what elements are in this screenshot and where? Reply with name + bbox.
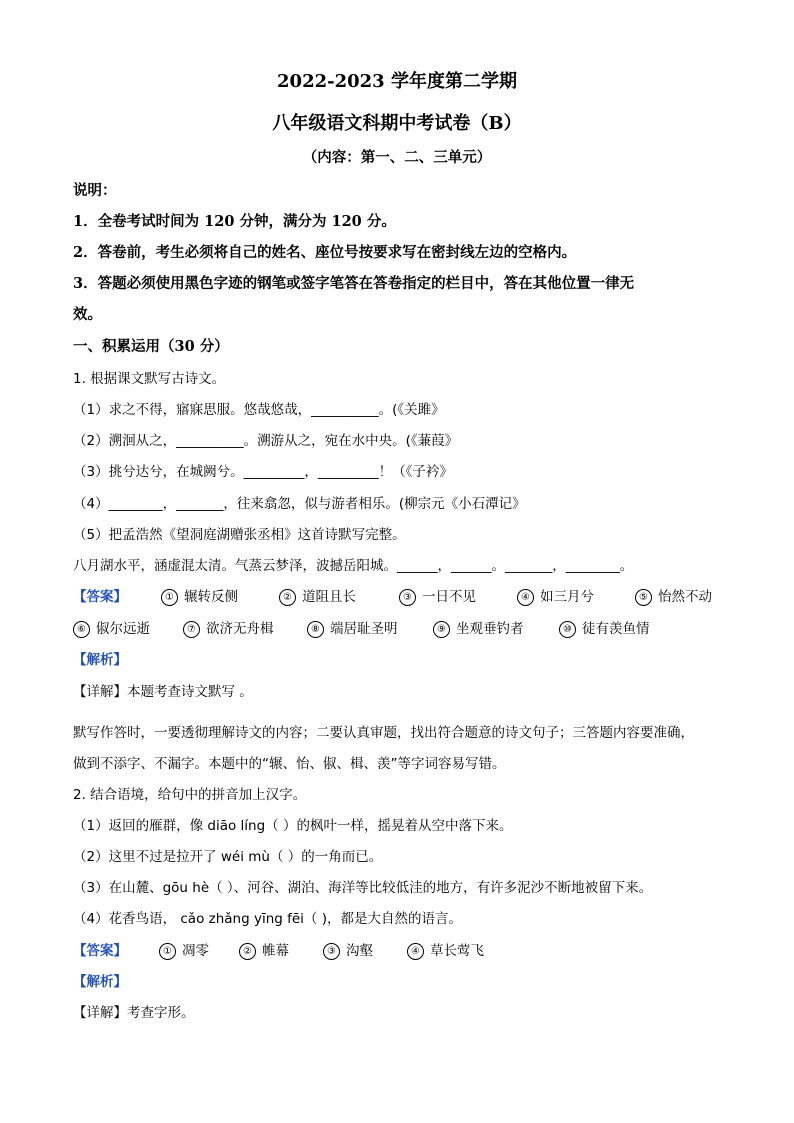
- question-1-line: （3）挑兮达兮，在城阙兮。_________，_________！（《子衿》: [73, 464, 453, 480]
- answer-item: [559, 619, 650, 639]
- answer-text: 草长莺飞: [430, 943, 484, 959]
- note-item: 2．答卷前，考生必须将自己的姓名、座位号按要求写在密封线左边的空格内。: [73, 244, 577, 261]
- question-2-answers-row: [73, 941, 573, 961]
- answer-text: 沟壑: [346, 943, 373, 959]
- answer-text: 凋零: [182, 943, 209, 959]
- exam-scope: （内容：第一、二、三单元）: [302, 149, 492, 166]
- answer-item: [433, 619, 524, 639]
- question-1-answers-row: [73, 619, 723, 639]
- question-2-line: （2）这里不过是拉开了 wéi mù（ ）的一角而已。: [73, 849, 383, 865]
- question-1-line: （1）求之不得，寤寐思服。悠哉悠哉，__________。(《关雎》: [73, 402, 445, 418]
- answer-number: ⑧: [307, 621, 324, 638]
- note-item: 1．全卷考试时间为 120 分钟，满分为 120 分。: [73, 213, 396, 230]
- answer-item: [407, 941, 484, 961]
- question-1-line: （4）________，_______，往来翕忽，似与游者相乐。(柳宗元《小石潭记》: [73, 496, 526, 512]
- question-1-prompt: 1. 根据课文默写古诗文。: [73, 371, 226, 387]
- answer-item: [161, 587, 238, 607]
- answer-item: [323, 941, 373, 961]
- question-2-prompt: 2. 结合语境，给句中的拼音加上汉字。: [73, 787, 307, 803]
- question-2-line: （4）花香鸟语， cǎo zhǎng yīng fēi（ )，都是大自然的语言。: [73, 911, 462, 927]
- answer-number: ①: [159, 943, 176, 960]
- answer-text: 徒有羡鱼情: [582, 621, 650, 637]
- answer-item: [517, 587, 594, 607]
- answer-number: ④: [517, 589, 534, 606]
- answer-text: 怡然不动: [658, 589, 712, 605]
- exam-title: 2022-2023 学年度第二学期: [277, 71, 517, 92]
- question-1-line: （5）把孟浩然《望洞庭湖赠张丞相》这首诗默写完整。: [73, 527, 406, 543]
- section-heading: 一、积累运用（30 分）: [73, 338, 229, 355]
- answer-number: ⑥: [73, 621, 90, 638]
- question-1-answers-row: [73, 587, 723, 607]
- answer-text: 一日不见: [422, 589, 476, 605]
- answer-number: ⑨: [433, 621, 450, 638]
- answer-text: 辗转反侧: [184, 589, 238, 605]
- answer-item: [399, 587, 476, 607]
- answer-item: [73, 619, 150, 639]
- answer-label: 【答案】: [73, 943, 127, 959]
- detail-text: 【详解】本题考查诗文默写 。: [73, 684, 253, 700]
- note-item: 3．答题必须使用黑色字迹的钢笔或签字笔答在答卷指定的栏目中，答在其他位置一律无: [73, 275, 635, 292]
- answer-text: 帷幕: [262, 943, 289, 959]
- answer-label: 【答案】: [73, 589, 127, 605]
- answer-number: ④: [407, 943, 424, 960]
- answer-item: [159, 941, 209, 961]
- answer-item: [183, 619, 274, 639]
- answer-text: 如三月兮: [540, 589, 594, 605]
- question-2-line: （1）返回的雁群，像 diāo líng（ ）的枫叶一样，摇晃着从空中落下来。: [73, 818, 513, 834]
- answer-number: ⑩: [559, 621, 576, 638]
- answer-number: ⑤: [635, 589, 652, 606]
- question-1-line: 八月湖水平，涵虚混太清。气蒸云梦泽，波撼岳阳城。______，______。_______，________。: [73, 558, 634, 574]
- question-1-line: （2）溯洄从之，__________。溯游从之，宛在水中央。(《蒹葭》: [73, 433, 459, 449]
- answer-text: 欲济无舟楫: [206, 621, 274, 637]
- explanation-line: 默写作答时，一要透彻理解诗文的内容；二要认真审题，找出符合题意的诗文句子；三答题内容要准确，: [73, 725, 694, 741]
- analysis-label: 【解析】: [73, 974, 127, 990]
- answer-number: ③: [323, 943, 340, 960]
- answer-item: [635, 587, 712, 607]
- answer-item: [279, 587, 356, 607]
- analysis-label: 【解析】: [73, 652, 127, 668]
- exam-subtitle: 八年级语文科期中考试卷（B）: [272, 113, 522, 134]
- answer-number: ②: [239, 943, 256, 960]
- answer-text: 端居耻圣明: [330, 621, 398, 637]
- answer-text: 坐观垂钓者: [456, 621, 524, 637]
- answer-text: 俶尔远逝: [96, 621, 150, 637]
- answer-number: ①: [161, 589, 178, 606]
- detail-text: 【详解】考查字形。: [73, 1005, 195, 1021]
- note-item: 效。: [73, 306, 102, 323]
- answer-number: ②: [279, 589, 296, 606]
- explanation-line: 做到不添字、不漏字。本题中的“辗、怡、俶、楫、羡”等字词容易写错。: [73, 756, 506, 772]
- question-2-line: （3）在山麓、gōu hè（ ）、河谷、湖泊、海洋等比较低洼的地方，有许多泥沙不断地被留下来。: [73, 880, 653, 896]
- notes-heading: 说明：: [73, 182, 117, 199]
- answer-text: 道阻且长: [302, 589, 356, 605]
- answer-item: [239, 941, 289, 961]
- answer-item: [307, 619, 398, 639]
- answer-number: ⑦: [183, 621, 200, 638]
- answer-number: ③: [399, 589, 416, 606]
